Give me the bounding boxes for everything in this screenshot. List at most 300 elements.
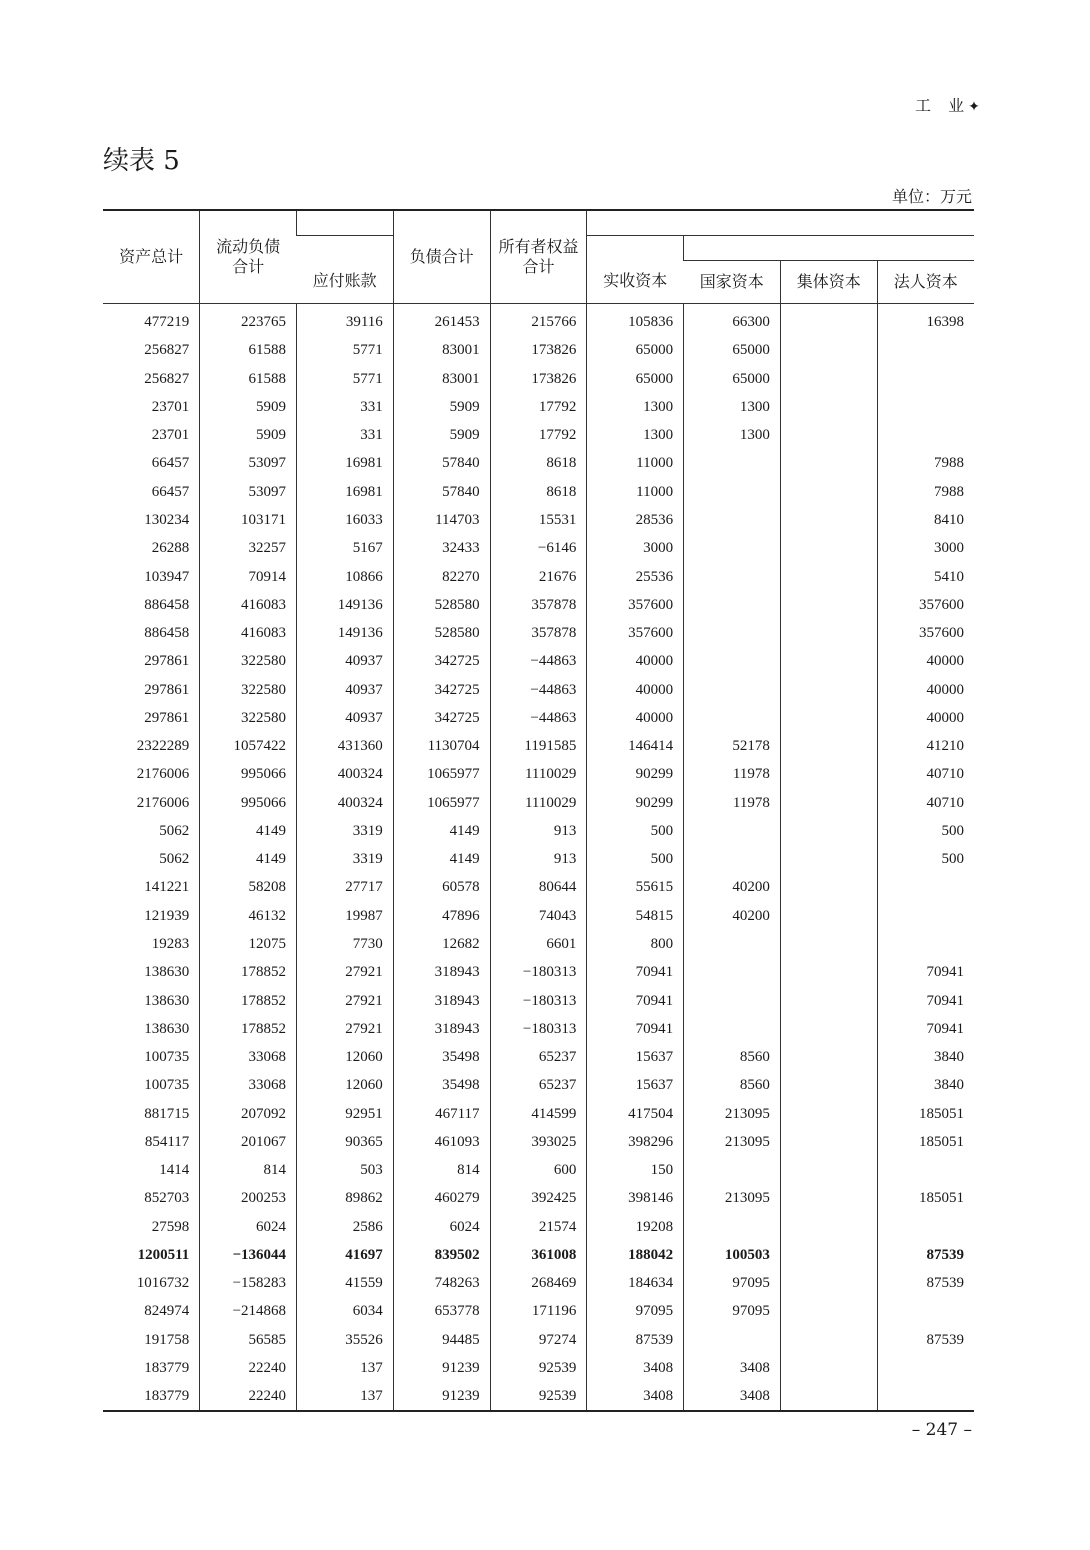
table-cell: 40000 [877,647,974,675]
table-cell [684,817,781,845]
table-cell: 12682 [393,930,490,958]
table-cell [780,393,877,421]
table-cell [780,1241,877,1269]
table-cell: −214868 [200,1297,297,1325]
table-cell: 322580 [200,704,297,732]
table-cell: −136044 [200,1241,297,1269]
table-cell: 57840 [393,449,490,477]
table-cell: 1414 [159,1162,190,1179]
table-cell: 138630 [144,1020,190,1037]
table-cell: 35498 [393,1071,490,1099]
table-cell: 41210 [877,732,974,760]
table-cell [780,619,877,647]
table-cell [877,336,974,364]
table-cell: 357600 [877,619,974,647]
table-cell: 16033 [297,506,394,534]
table-cell: 22240 [200,1382,297,1411]
table-cell: 5909 [200,421,297,449]
table-cell: 92539 [490,1382,587,1411]
table-cell: 91239 [393,1354,490,1382]
table-cell [780,1015,877,1043]
table-cell [780,1128,877,1156]
table-cell: 4149 [393,817,490,845]
table-cell: 184634 [587,1269,684,1297]
table-cell: 41559 [297,1269,394,1297]
table-cell: 995066 [200,760,297,788]
table-cell [684,1015,781,1043]
table-row [103,817,974,845]
table-cell [780,449,877,477]
table-cell: 65000 [587,365,684,393]
table-cell: 357600 [587,591,684,619]
header-state-capital: 国家资本 [699,272,764,291]
table-cell: 3408 [587,1382,684,1411]
table-cell: 528580 [393,619,490,647]
table-cell: 46132 [200,902,297,930]
table-cell: 357878 [490,591,587,619]
table-row [103,1071,974,1099]
table-cell: 27921 [297,958,394,986]
table-cell: 10866 [297,562,394,590]
table-cell: 5167 [297,534,394,562]
table-cell: 1110029 [490,760,587,788]
table-cell: 6024 [200,1213,297,1241]
table-cell: 83001 [393,365,490,393]
table-cell [780,704,877,732]
table-row [103,845,974,873]
table-cell: 1300 [684,421,781,449]
table-cell: 26288 [151,540,190,557]
table-cell [684,986,781,1014]
table-cell: 824974 [144,1303,190,1320]
table-cell [780,534,877,562]
table-cell: 60578 [393,873,490,901]
table-cell: 27921 [297,1015,394,1043]
table-row [103,619,974,647]
table-cell [780,1382,877,1411]
table-cell: 4149 [200,845,297,873]
table-cell [877,1354,974,1382]
table-cell: 65000 [684,365,781,393]
table-cell: 87539 [877,1269,974,1297]
table-cell: 3000 [587,534,684,562]
table-cell: 913 [490,817,587,845]
table-cell: 28536 [587,506,684,534]
table-cell: 361008 [490,1241,587,1269]
table-cell: 1191585 [490,732,587,760]
table-cell: 70941 [877,1015,974,1043]
table-cell: 467117 [393,1099,490,1127]
table-cell: 82270 [393,562,490,590]
table-cell: 183779 [144,1388,190,1405]
table-cell: 400324 [297,760,394,788]
table-cell: 90299 [587,789,684,817]
table-cell: 138630 [144,964,190,981]
table-cell [780,562,877,590]
table-cell: 3000 [877,534,974,562]
table-cell: 19283 [151,935,190,952]
table-cell: 398146 [587,1184,684,1212]
table-cell: 40710 [877,760,974,788]
table-cell: 97095 [684,1269,781,1297]
table-cell: 87539 [877,1326,974,1354]
table-cell [780,958,877,986]
table-cell: 886458 [144,625,190,642]
table-cell [877,1213,974,1241]
table-cell: 1300 [587,393,684,421]
table-cell: −158283 [200,1269,297,1297]
table-cell: 56585 [200,1326,297,1354]
table-cell: 500 [877,817,974,845]
table-cell: 130234 [144,511,190,528]
table-row [103,534,974,562]
table-cell: 852703 [144,1190,190,1207]
table-cell: 500 [587,817,684,845]
table-cell: 97095 [684,1297,781,1325]
table-row [103,421,974,449]
table-cell: 191758 [144,1331,190,1348]
table-cell: 2176006 [136,766,190,783]
table-cell [684,704,781,732]
table-cell: 7988 [877,478,974,506]
table-cell: 22240 [200,1354,297,1382]
table-header [103,210,974,304]
table-cell: 41697 [297,1241,394,1269]
table-cell: 414599 [490,1099,587,1127]
table-cell: 1300 [587,421,684,449]
table-cell: 40200 [684,873,781,901]
table-cell: 65237 [490,1043,587,1071]
table-cell: 11000 [587,449,684,477]
table-cell: 70941 [877,958,974,986]
table-cell: 12060 [297,1071,394,1099]
table-cell: 215766 [490,304,587,337]
table-cell: 881715 [144,1105,190,1122]
table-cell [877,873,974,901]
table-cell: −180313 [490,1015,587,1043]
header-legal-person-capital: 法人资本 [877,261,974,304]
table-cell: 322580 [200,647,297,675]
table-cell: 8618 [490,478,587,506]
table-cell: 138630 [144,992,190,1009]
table-cell [780,336,877,364]
table-cell [684,930,781,958]
table-cell: 213095 [684,1184,781,1212]
table-cell: 1016732 [136,1275,190,1292]
table-cell: 92951 [297,1099,394,1127]
table-cell: 54815 [587,902,684,930]
table-cell: 70914 [200,562,297,590]
table-cell: 814 [393,1156,490,1184]
table-cell: 17792 [490,393,587,421]
table-cell: 318943 [393,1015,490,1043]
table-cell: 35498 [393,1043,490,1071]
header-total-assets: 资产总计 [119,247,184,266]
table-cell [684,562,781,590]
table-cell: 460279 [393,1184,490,1212]
table-cell: 87539 [877,1241,974,1269]
header-spacer [587,210,974,236]
data-table [103,209,974,1412]
table-cell: 16981 [297,478,394,506]
table-cell: 800 [587,930,684,958]
table-row [103,1354,974,1382]
table-cell: 12075 [200,930,297,958]
table-cell: 1065977 [393,760,490,788]
header-spacer [297,210,394,236]
header-paid-in-capital: 实收资本 [587,236,684,304]
table-cell [684,478,781,506]
table-cell: 92539 [490,1354,587,1382]
table-cell: 83001 [393,336,490,364]
table-cell: 40937 [297,647,394,675]
table-row [103,760,974,788]
table-cell: 100503 [684,1241,781,1269]
table-cell: 528580 [393,591,490,619]
table-cell [780,1326,877,1354]
table-cell: 90365 [297,1128,394,1156]
table-row [103,1015,974,1043]
table-cell: 16981 [297,449,394,477]
running-head [915,93,980,116]
table-cell: 748263 [393,1269,490,1297]
table-cell [780,421,877,449]
table-cell: 121939 [144,907,190,924]
table-row [103,1241,974,1269]
table-cell: 70941 [587,1015,684,1043]
table-cell: 331 [297,393,394,421]
header-accounts-payable: 应付账款 [312,271,377,290]
table-cell: 52178 [684,732,781,760]
table-cell: 66457 [151,455,190,472]
table-cell: 137 [297,1382,394,1411]
table-cell: 3408 [684,1354,781,1382]
table-cell: 70941 [587,986,684,1014]
table-cell [780,986,877,1014]
table-cell [780,1213,877,1241]
table-cell: 105836 [587,304,684,337]
table-cell: 5410 [877,562,974,590]
table-cell [780,478,877,506]
table-cell: 600 [490,1156,587,1184]
table-row [103,1269,974,1297]
table-cell: 90299 [587,760,684,788]
table-cell: 53097 [200,478,297,506]
table-cell [780,817,877,845]
table-cell [780,647,877,675]
table-cell: 3840 [877,1071,974,1099]
table-cell: 80644 [490,873,587,901]
header-collective-capital: 集体资本 [780,261,877,304]
table-cell [780,675,877,703]
table-cell: 8560 [684,1043,781,1071]
table-row [103,304,974,337]
table-cell [684,619,781,647]
table-cell [780,1043,877,1071]
table-cell: 178852 [200,958,297,986]
table-cell: 89862 [297,1184,394,1212]
table-cell: 503 [297,1156,394,1184]
table-cell: 27921 [297,986,394,1014]
table-cell: 223765 [200,304,297,337]
table-cell: 57840 [393,478,490,506]
table-cell [684,1156,781,1184]
table-cell: 2176006 [136,794,190,811]
table-cell: 185051 [877,1184,974,1212]
table-cell [684,506,781,534]
table-row [103,647,974,675]
table-cell [780,1099,877,1127]
table-cell: 995066 [200,789,297,817]
table-cell: 839502 [393,1241,490,1269]
table-cell [684,534,781,562]
table-cell: 11978 [684,789,781,817]
table-cell [877,421,974,449]
unit-label: 单位：万元 [891,187,972,206]
table-cell: 318943 [393,986,490,1014]
table-cell: 40937 [297,704,394,732]
table-cell [780,591,877,619]
table-title: 续表 5 [103,146,180,176]
table-cell: 5062 [159,822,190,839]
table-cell [684,958,781,986]
table-cell: 25536 [587,562,684,590]
table-cell: 4149 [393,845,490,873]
table-cell: 256827 [144,370,190,387]
table-row [103,902,974,930]
table-cell: 61588 [200,336,297,364]
table-cell: 854117 [144,1133,190,1150]
table-cell: 331 [297,421,394,449]
table-cell: 7988 [877,449,974,477]
table-cell [780,732,877,760]
table-cell: 5909 [393,393,490,421]
table-cell: 2586 [297,1213,394,1241]
table-cell [877,393,974,421]
table-cell: 40000 [587,704,684,732]
table-cell: 65237 [490,1071,587,1099]
table-cell [684,1326,781,1354]
table-row [103,930,974,958]
table-cell: 431360 [297,732,394,760]
table-cell: 40000 [877,675,974,703]
table-cell [780,1269,877,1297]
table-cell: 461093 [393,1128,490,1156]
table-cell: 32433 [393,534,490,562]
table-row [103,336,974,364]
table-cell: 15637 [587,1071,684,1099]
table-row [103,675,974,703]
table-cell [684,449,781,477]
table-cell [877,902,974,930]
table-cell: 3408 [587,1354,684,1382]
diamond-icon: ✦ [968,99,980,115]
table-cell: 70941 [587,958,684,986]
table-cell: 3840 [877,1043,974,1071]
table-cell: 256827 [144,342,190,359]
table-cell: 171196 [490,1297,587,1325]
table-row [103,562,974,590]
table-row [103,1128,974,1156]
table-cell: 149136 [297,591,394,619]
table-row [103,1184,974,1212]
table-cell: 103171 [200,506,297,534]
table-cell [780,506,877,534]
table-cell: 261453 [393,304,490,337]
table-cell: 500 [877,845,974,873]
table-cell [780,845,877,873]
header-spacer [684,236,974,261]
table-cell: 19987 [297,902,394,930]
table-cell: 814 [200,1156,297,1184]
table-cell: 1130704 [393,732,490,760]
header-current-liabilities: 流动负债 合计 [200,210,297,304]
table-cell: 3319 [297,845,394,873]
table-cell: 357600 [587,619,684,647]
table-cell: 149136 [297,619,394,647]
table-cell: 886458 [144,596,190,613]
table-row [103,1326,974,1354]
table-cell [684,845,781,873]
table-cell: 173826 [490,365,587,393]
table-cell: 6034 [297,1297,394,1325]
table-cell [780,1354,877,1382]
table-cell [684,675,781,703]
table-cell: 33068 [200,1043,297,1071]
table-cell: 35526 [297,1326,394,1354]
table-cell: 1065977 [393,789,490,817]
table-cell: 33068 [200,1071,297,1099]
table-row [103,873,974,901]
table-cell: 178852 [200,986,297,1014]
table-cell: 21574 [490,1213,587,1241]
table-cell: 297861 [144,653,190,670]
table-row [103,732,974,760]
table-cell [780,1297,877,1325]
table-cell: 17792 [490,421,587,449]
table-cell: 342725 [393,675,490,703]
table-cell: 11000 [587,478,684,506]
table-cell: 32257 [200,534,297,562]
table-row [103,1382,974,1411]
table-cell: 66300 [684,304,781,337]
table-cell: 15531 [490,506,587,534]
table-cell: 201067 [200,1128,297,1156]
table-cell: 2322289 [136,738,190,755]
table-row [103,1297,974,1325]
table-cell: 417504 [587,1099,684,1127]
table-cell: 6601 [490,930,587,958]
table-cell: 342725 [393,704,490,732]
table-cell: 213095 [684,1099,781,1127]
table-cell: 55615 [587,873,684,901]
table-cell: 100735 [144,1049,190,1066]
table-cell: 322580 [200,675,297,703]
table-cell: 185051 [877,1128,974,1156]
table-row [103,1156,974,1184]
table-cell: −180313 [490,958,587,986]
table-cell: 91239 [393,1382,490,1411]
table-cell: 1057422 [200,732,297,760]
table-cell: 393025 [490,1128,587,1156]
table-cell: 23701 [151,427,190,444]
table-cell: 6024 [393,1213,490,1241]
table-cell: 477219 [144,314,190,331]
table-cell: −44863 [490,675,587,703]
table-cell: 40200 [684,902,781,930]
table-cell: 416083 [200,619,297,647]
data-table-container [103,209,974,1412]
